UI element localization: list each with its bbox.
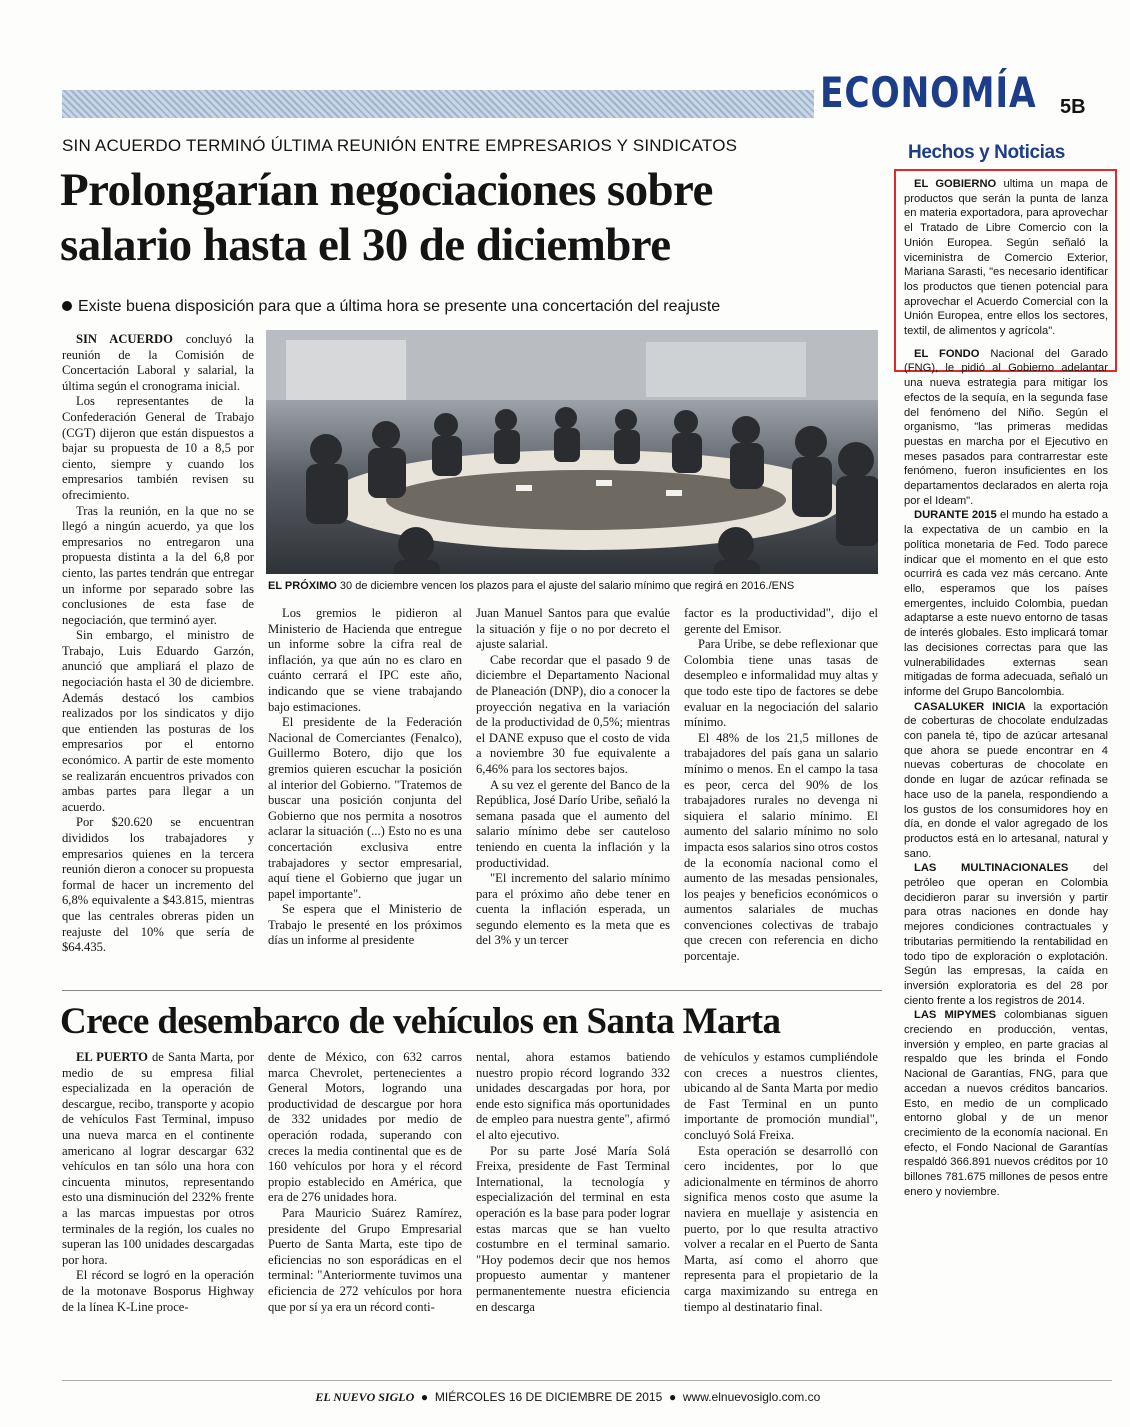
paragraph: Sin embargo, el ministro de Trabajo, Luis Eduardo Garzón, anunció que ampliará el plazo de negociación hasta el 30 de diciembre. Además destacó los cambios realizados por los sindicatos y dijo que entienden las posturas de los empresarios por el entorno económico. A partir de este momento se realizarán encuentros privados con ambas partes para llegar a un acuerdo.	[62, 628, 254, 814]
lead-in: EL PUERTO	[76, 1050, 148, 1064]
paragraph: Para Mauricio Suárez Ramírez, presidente del Grupo Empresarial Puerto de Santa Marta, este tipo de eficiencias no son esporádicas en el terminal: "Anteriormente tuvimos una eficiencia de 272 vehículos por hora que por sí ya era un récord conti-	[268, 1205, 462, 1314]
news-item: CASALUKER INICIA la exportación de coberturas de chocolate endulzadas con panela té, tipo de azúcar artesanal que ahora se puede encontrar en 4 nuevas coberturas de chocolate en donde en lugar de azúcar refinada se hace uso de la panela, respondiendo a los gustos de los consumidores hoy en día, en donde el valor agregado de los productos está en lo artesanal, natural y sano.	[904, 700, 1109, 860]
article-divider	[62, 990, 882, 991]
article2-column-2	[268, 1050, 462, 1315]
article1-column-3	[476, 606, 670, 949]
news-item: LAS MIPYMES colombianas siguen creciendo en producción, ventas, inversión y empleo, en parte gracias al respaldo que les brinda el Fondo Nacional de Garantías, FNG, para que accedan a nuevos créditos bancarios. Esto, en medio de un complicado entorno global y de un menor crecimiento de la economía nacional. En efecto, el Fondo Nacional de Garantías respaldó 366.891 nuevos créditos por 10 billones 781.675 millones de pesos entre enero y noviembre.	[904, 1009, 1109, 1198]
paragraph: EL PUERTO de Santa Marta, por medio de su empresa filial especializada en la operación de descargue, recibo, transporte y acopio de vehículos Fast Terminal, impuso una nueva marca en el continente americano al lograr descargar 632 vehículos en tan sólo una hora con cincuenta minutos, representando esto una disminución del 232% frente a las marcas impuestas por otros terminales de la región, los cuales no superan las 100 unidades descargadas por hora.	[62, 1050, 255, 1267]
footer-divider	[62, 1380, 1112, 1381]
news-item: EL FONDO Nacional del Garado (FNG), le pidió al Gobierno adelantar una nueva estrategia para mitigar los efectos de la sequía, en la segunda fase del fenómeno del Niño. Según el organismo, "las primeras medidas puestas en marcha por el Ejecutivo en meses pasados para contrarrestar este fenómeno, fueron insuficientes en los departamentos declarados en alerta roja por el Ideam".	[904, 347, 1108, 507]
bullet-icon: ●	[665, 1390, 680, 1404]
sidebar-title: Hechos y Noticias	[908, 142, 1065, 163]
paragraph: nental, ahora estamos batiendo nuestro propio récord logrando 332 unidades descargadas por hora, por ende esto significa más oportunidades de empleo para nuestra gente", afirmó el alto ejecutivo.	[476, 1050, 670, 1142]
paragraph: Esta operación se desarrolló con cero incidentes, por lo que adicionalmente en términos de ahorro significa menos costo que asume la naviera en muellaje y asistencia en puerto, por lo que resulta atractivo volver a recalar en el Puerto de Santa Marta, así como el ahorro que representa para el propietario de la carga maximizando su entrega en tiempo al destinatario final.	[684, 1143, 878, 1314]
news-item: LAS MULTINACIONALES del petróleo que operan en Colombia decidieron parar su inversión y partir para otras naciones en donde hay mejores condiciones contractuales y tributarias permitiendo la rentabilidad en todo tipo de exploración o explotación. Según las empresas, la caída en inversión exploratoria es del 28 por ciento frente a los registros de 2014.	[904, 862, 1108, 1007]
footer-date: MIÉRCOLES 16 DE DICIEMBRE DE 2015	[434, 1390, 663, 1404]
headline-line-1: Prolongarían negociaciones sobre	[60, 164, 713, 216]
article2-column-4	[684, 1050, 878, 1315]
lead-in: SIN ACUERDO	[76, 332, 173, 346]
meeting-photo-illustration	[266, 330, 878, 574]
article2-headline: Crece desembarco de vehículos en Santa Marta	[60, 1001, 781, 1042]
sidebar-column	[904, 177, 1108, 1200]
paragraph: El récord se logró en la operación de la motonave Bosporus Highway de la línea K-Line proce-	[62, 1268, 254, 1314]
paragraph: Juan Manuel Santos para que evalúe la situación y fije o no por decreto el ajuste salarial.	[476, 606, 670, 652]
paragraph: factor es la productividad", dijo el gerente del Emisor.	[684, 606, 878, 636]
paragraph: El presidente de la Federación Nacional de Comerciantes (Fenalco), Guillermo Botero, dijo que los gremios quieren escuchar la posición al interior del Gobierno. "Tratemos de buscar una posición conjunta del Gobierno que nos permita a nosotros aclarar la situación (...) Esto no es una concertación exclusiva entre trabajadores y sector empresarial, aquí tiene el Gobierno que jugar un papel importante".	[268, 715, 462, 901]
photo-caption: EL PRÓXIMO 30 de diciembre vencen los plazos para el ajuste del salario mínimo que regirá en 2016./ENS	[268, 580, 795, 592]
section-title: ECONOMÍA	[820, 68, 1037, 117]
paragraph: Se espera que el Ministerio de Trabajo le presenté en los próximos días un informe al presidente	[268, 902, 462, 948]
article1-headline	[60, 163, 880, 273]
paragraph: dente de México, con 632 carros marca Chevrolet, pertenecientes a General Motors, logrando una productividad de descargue por hora de 332 unidades por medio de operación rodada, superando con creces la media continental que es de 160 vehículos por hora y el récord propio establecido en América, que era de 276 unidades hora.	[268, 1050, 462, 1205]
article1-kicker: SIN ACUERDO TERMINÓ ÚLTIMA REUNIÓN ENTRE EMPRESARIOS Y SINDICATOS	[62, 136, 738, 155]
article1-column-1	[62, 332, 254, 956]
news-item: DURANTE 2015 el mundo ha estado a la expectativa de un cambio en la política monetaria de Fed. Todo parece indicar que el momento en el que esto ocurrirá es cada vez más cercano. Ante ello, esperamos que los países emergentes, incluido Colombia, puedan adaptarse a este nuevo entorno de tasas de interés globales. Esto implicará tomar las decisiones correctas para que las vulnerabilidades externas sean mitigadas de forma adecuada, señaló un informe del Grupo Bancolombia.	[904, 509, 1108, 698]
bullet-icon: ●	[417, 1390, 432, 1404]
news-item: EL GOBIERNO ultima un mapa de productos que serán la punta de lanza en materia exportadora, para aprovechar el Tratado de Libre Comercio con la Unión Europea. Según señaló la viceministra de Comercio Exterior, Mariana Sarasti, "es necesario identificar los productos que tienen potencial para aprovechar el Acuerdo Comercial con la Unión Europea, entre ellos los sectores, textil, de alimentos y agrícola".	[904, 178, 1108, 338]
paragraph: Por su parte José María Solá Freixa, presidente de Fast Terminal International, la tecnología y especialización del terminal en esta operación es la base para poder lograr estas marcas que se han vuelto costumbre en el terminal samario. "Hoy podemos decir que nos hemos propuesto aumentar y mantener permanentemente nuestra eficiencia en descarga	[476, 1143, 670, 1314]
paragraph: Los gremios le pidieron al Ministerio de Hacienda que entregue un informe sobre la cifra real de inflación, ya que aún no es claro en cuánto cerrará el IPC este año, indicando que se viene trabajando bajo estimaciones.	[268, 606, 462, 714]
paragraph: de vehículos y estamos cumpliéndole con creces a nuestros clientes, ubicando al de Santa Marta por medio de Fast Terminal en un punto importante de promoción mundial", concluyó Solá Freixa.	[684, 1050, 878, 1142]
paragraph: Cabe recordar que el pasado 9 de diciembre el Departamento Nacional de Planeación (DNP), dio a conocer la proyección negativa en la variación de la productividad de 0,5%; mientras el DANE expuso que el costo de vida a noviembre 30 fue equivalente a 6,46% para los sectores bajos.	[476, 652, 670, 776]
footer	[62, 1390, 1062, 1405]
article2-column-3	[476, 1050, 670, 1315]
article1-column-4	[684, 606, 878, 965]
meeting-photo	[266, 330, 878, 574]
headline-line-2: salario hasta el 30 de diciembre	[60, 219, 671, 271]
paragraph: Los representantes de la Confederación General de Trabajo (CGT) dijeron que están dispuestos a bajar su propuesta de 10 a 8,5 por ciento, siempre y cuando los empresarios también revisen su ofrecimiento.	[62, 394, 254, 502]
paragraph: Por $20.620 se encuentran divididos los trabajadores y empresarios quienes en la tercera reunión dieron a conocer su propuesta formal de hacer un incremento del 6,8% equivalente a $43.815, mientras que las centrales obreras piden un reajuste del 10% que sería de $64.435.	[62, 815, 254, 955]
paragraph: Para Uribe, se debe reflexionar que Colombia tiene unas tasas de desempleo e informalidad muy altas y que todo este tipo de factores se debe evaluar en la negociación del salario mínimo.	[684, 637, 878, 730]
footer-logo: EL NUEVO SIGLO	[315, 1390, 415, 1404]
article1-column-2	[268, 606, 462, 949]
caption-lead: EL PRÓXIMO	[268, 580, 337, 592]
footer-url[interactable]: www.elnuevosiglo.com.co	[682, 1390, 821, 1404]
article1-subhead	[62, 298, 872, 316]
article2-column-1	[62, 1050, 254, 1315]
section-banner	[62, 90, 814, 118]
paragraph: SIN ACUERDO concluyó la reunión de la Comisión de Concertación Laboral y salarial, la última según el cronograma inicial.	[62, 332, 254, 393]
subhead-text: Existe buena disposición para que a última hora se presente una concertación del reajuste	[78, 298, 721, 315]
paragraph: "El incremento del salario mínimo para el próximo año debe tener en cuenta la inflación esperada, un segundo elemento es la meta que es del 3% y un tercer	[476, 871, 670, 948]
paragraph: A su vez el gerente del Banco de la República, José Darío Uribe, señaló la semana pasada que el aumento del salario mínimo debe ser cauteloso teniendo en cuenta la inflación y la productividad.	[476, 777, 670, 870]
bullet-icon	[62, 301, 72, 311]
page-number: 5B	[1060, 96, 1086, 118]
paragraph: El 48% de los 21,5 millones de trabajadores del país gana un salario mínimo o menos. En el campo la tasa es peor, cerca del 90% de los trabajadores rurales no devenga ni siquiera el salario mínimo. El aumento del salario mínimo no solo impacta esos salarios sino otros costos de la economía nacional como el aumento de las mesadas pensionales, los peajes y beneficios económicos o aumentos salariales de muchas convenciones colectivas de trabajo que crecen con referencia en dicho porcentaje.	[684, 730, 878, 964]
paragraph: Tras la reunión, en la que no se llegó a ningún acuerdo, ya que los empresarios no entregaron una propuesta distinta a la del 6,8 por ciento, las partes tendrán que entregar un informe por separado sobre las conclusiones de esta fase de negociación, que terminó ayer.	[62, 503, 254, 627]
